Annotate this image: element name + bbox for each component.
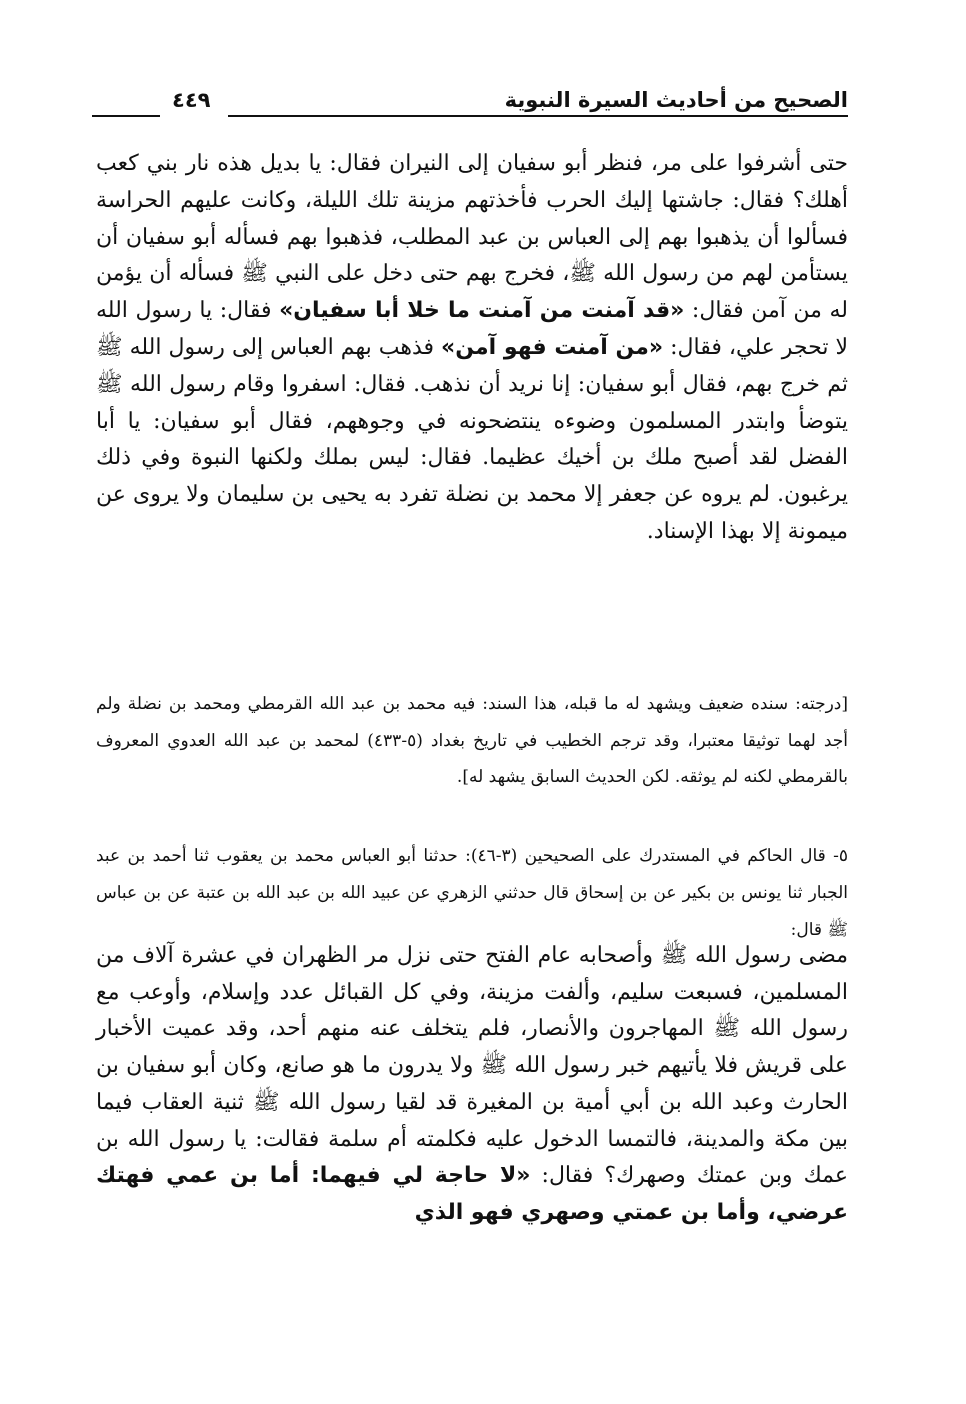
running-header xyxy=(92,88,848,122)
book-title: الصحيح من أحاديث السيرة النبوية xyxy=(504,88,848,112)
bold-quote: «من آمنت فهو آمن» xyxy=(441,334,664,360)
grading-note: [درجته: سنده ضعيف ويشهد له ما قبله، هذا السند: فيه محمد بن عبد الله القرمطي ومحمد بن نضلة ولم أجد لهما توثيقا معتبرا، وقد ترجم الخطيب في تاريخ بغداد (٥-٤٣٣) لمحمد بن عبد الله العدوي المعروف بالقرمطي لكنه لم يوثقه. لكن الحديث السابق يشهد له]. xyxy=(96,694,848,787)
hadith-paragraph xyxy=(96,938,848,1232)
main-text-part: فذهب بهم العباس إلى رسول الله ﷺ ثم خرج بهم، فقال أبو سفيان: إنا نريد أن نذهب. فقال: اسفروا وقام رسول الله ﷺ يتوضأ وابتدر المسلمون وضوءه ينتضحونه في وجوههم، فقال أبو سفيان: يا أبا الفضل لقد أصبح ملك بن أخيك عظيما. فقال: ليس بملك ولكنها النبوة وفي ذلك يرغبون. لم يروه عن جعفر إلا محمد بن نضلة تفرد به يحيى بن سليمان ولا يروى عن ميمونة إلا بهذا الإسناد. xyxy=(96,334,849,544)
hadith-chain: ٥- قال الحاكم في المستدرك على الصحيحين (٣-٤٦): حدثنا أبو العباس محمد بن يعقوب ثنا أحمد بن عبد الجبار ثنا يونس بن بكير عن بن إسحاق قال حدثني الزهري عن عبيد الله بن عبد الله بن عتبة عن بن عباس ﷺ قال: xyxy=(96,846,848,940)
main-text-part: فقال: يا رسول الله لا تحجر علي، فقال: xyxy=(96,298,849,360)
header-rule-right xyxy=(228,115,848,117)
hadith-text: مضى رسول الله ﷺ وأصحابه عام الفتح حتى نزل مر الظهران في عشرة آلاف من المسلمين، فسبعت سليم، وألفت مزينة، وفي كل القبائل عدد وإسلام، وأوعب مع رسول الله ﷺ المهاجرون والأنصار، فلم يتخلف عنه منهم أحد، وقد عميت الأخبار على قريش فلا يأتيهم خبر رسول الله ﷺ ولا يدرون ما هو صانع، وكان أبو سفيان بن الحارث وعبد الله بن أبي أمية بن المغيرة قد لقيا رسول الله ﷺ ثنية العقاب فيما بين مكة والمدينة، فالتمسا الدخول عليه فكلمته أم سلمة فقالت: يا رسول الله بن عمك وبن عمتك وصهرك؟ فقال: xyxy=(96,943,848,1189)
main-paragraph xyxy=(96,146,848,551)
page-number: ٤٤٩ xyxy=(172,88,211,112)
bold-quote: «قد آمنت من آمنت ما خلا أبا سفيان» xyxy=(279,298,685,324)
bold-quote: «لا حاجة لي فيهما: أما بن عمي فهتك عرضي، وأما بن عمتي وصهري فهو الذي xyxy=(96,1163,848,1225)
main-text-part: حتى أشرفوا على مر، فنظر أبو سفيان إلى النيران فقال: يا بديل هذه نار بني كعب أهلك؟ فقال: جاشتها إليك الحرب فأخذتهم مزينة تلك الليلة، وكانت عليهم الحراسة فسألوا أن يذهبوا بهم إلى العباس بن عبد المطلب، فذهبوا بهم فسأله أبو سفيان أن يستأمن لهم من رسول الله ﷺ، فخرج بهم حتى دخل على النبي ﷺ فسأله أن يؤمن له من آمن فقال: xyxy=(96,151,848,324)
header-rule-left xyxy=(92,115,160,117)
